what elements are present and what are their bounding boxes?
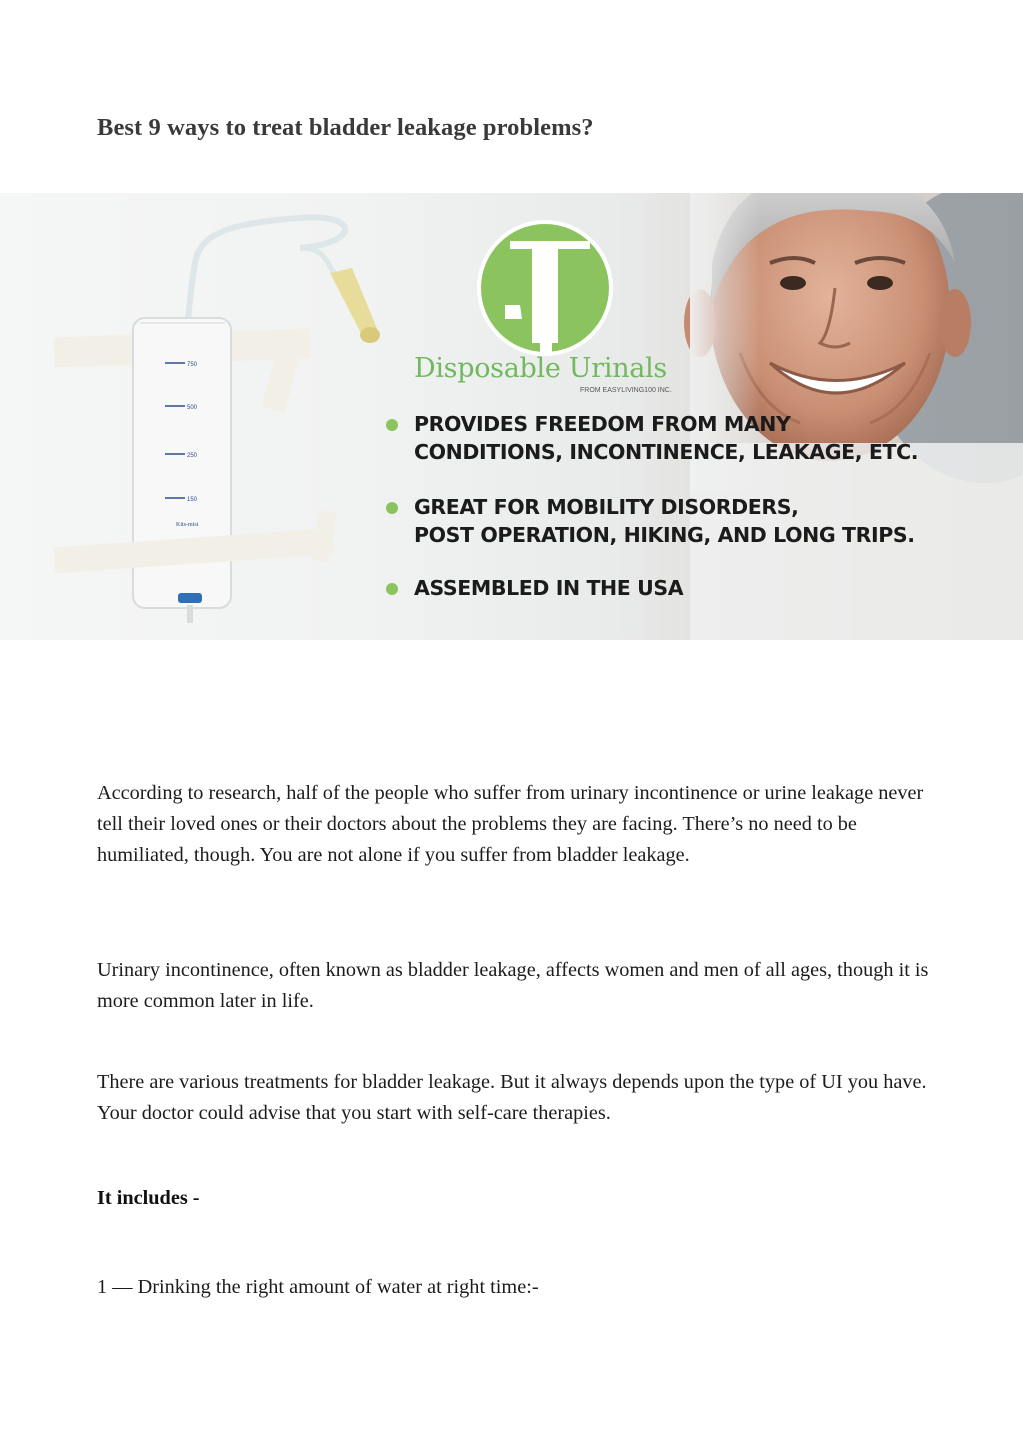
bag-brand-label: Kits-mist: [176, 522, 199, 528]
disposable-urinals-logo: [477, 220, 613, 356]
brand-subtitle: FROM EASYLIVING100 INC.: [580, 387, 672, 394]
banner-bullet: [386, 574, 683, 602]
brand-name: Disposable Urinals: [414, 353, 667, 384]
bullet-line: PROVIDES FREEDOM FROM MANY: [414, 412, 791, 436]
product-banner: [0, 193, 1023, 640]
paragraph-research: According to research, half of the people who suffer from urinary incontinence or urine leakage never tell their loved ones or their doctors about the problems they are facing. There’s no need to be humiliated, though. You are not alone if you suffer from bladder leakage.: [97, 782, 924, 866]
bullet-dot-icon: [386, 583, 398, 595]
banner-bullet: [386, 410, 918, 466]
paragraph-treatments: There are various treatments for bladder leakage. But it always depends upon the type of UI you have. Your doctor could advise that you start with self-care therapies.: [97, 1071, 927, 1124]
bullet-line: ASSEMBLED IN THE USA: [414, 576, 684, 600]
section-heading: It includes -: [97, 1187, 200, 1209]
list-item: 1 — Drinking the right amount of water at right time:-: [97, 1276, 539, 1298]
bullet-dot-icon: [386, 502, 398, 514]
bullet-line: GREAT FOR MOBILITY DISORDERS,: [414, 495, 799, 519]
banner-bullet: [386, 493, 915, 549]
bag-label-150: 150: [187, 497, 198, 503]
bullet-line: CONDITIONS, INCONTINENCE, LEAKAGE, ETC.: [414, 440, 919, 464]
page-title: Best 9 ways to treat bladder leakage problems?: [97, 114, 594, 141]
urine-bag-image: [53, 217, 380, 623]
paragraph-definition: Urinary incontinence, often known as bladder leakage, affects women and men of all ages, though it is more common later in life.: [97, 959, 929, 1012]
bag-label-750: 750: [187, 362, 198, 368]
bullet-dot-icon: [386, 419, 398, 431]
bag-label-500: 500: [187, 405, 198, 411]
bullet-line: POST OPERATION, HIKING, AND LONG TRIPS.: [414, 523, 915, 547]
bag-label-250: 250: [187, 453, 198, 459]
